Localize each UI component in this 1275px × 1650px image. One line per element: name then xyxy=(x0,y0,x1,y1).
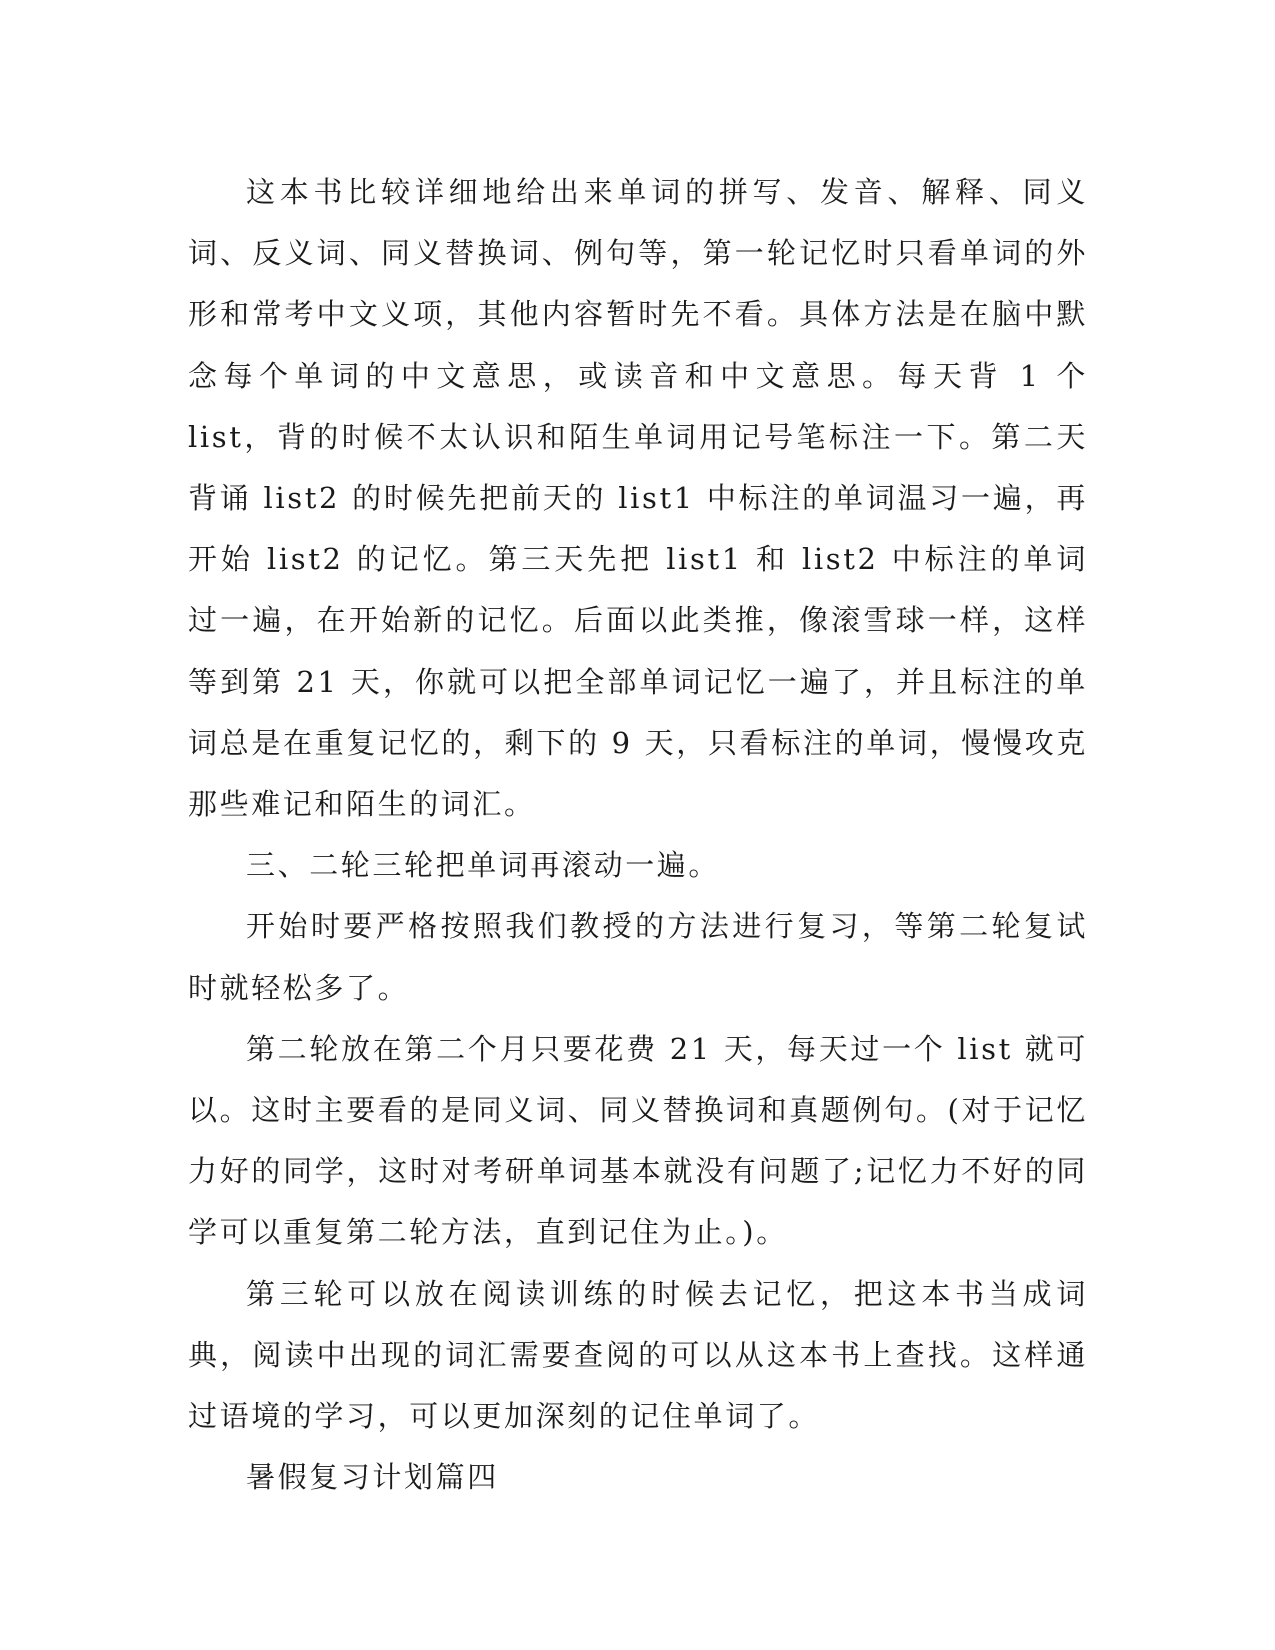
paragraph-second-round: 第二轮放在第二个月只要花费 21 天，每天过一个 list 就可以。这时主要看的是同义词、同义替换词和真题例句。(对于记忆力好的同学，这时对考研单词基本就没有问题了;记忆力不好的同学可以重复第二轮方法，直到记住为止。)。 xyxy=(188,1031,1088,1250)
paragraph-first-round-method: 这本书比较详细地给出来单词的拼写、发音、解释、同义词、反义词、同义替换词、例句等，第一轮记忆时只看单词的外形和常考中文义项，其他内容暂时先不看。具体方法是在脑中默念每个单词的中文意思，或读音和中文意思。每天背 1 个 list，背的时候不太认识和陌生单词用记号笔标注一下。第二天背诵 list2 的时候先把前天的 list1 中标注的单词温习一遍，再开始 list2 的记忆。第三天先把 list1 和 list2 中标注的单词过一遍，在开始新的记忆。后面以此类推，像滚雪球一样，这样等到第 21 天，你就可以把全部单词记忆一遍了，并且标注的单词总是在重复记忆的，剩下的 9 天，只看标注的单词，慢慢攻克那些难记和陌生的词汇。 xyxy=(188,175,1088,822)
section-title-plan-four: 暑假复习计划篇四 xyxy=(246,1460,499,1495)
section-heading-rounds: 三、二轮三轮把单词再滚动一遍。 xyxy=(246,848,721,883)
document-body xyxy=(188,162,1088,1508)
paragraph-third-round: 第三轮可以放在阅读训练的时候去记忆，把这本书当成词典，阅读中出现的词汇需要查阅的可以从这本书上查找。这样通过语境的学习，可以更加深刻的记住单词了。 xyxy=(188,1276,1088,1434)
paragraph-strict-method: 开始时要严格按照我们教授的方法进行复习，等第二轮复试时就轻松多了。 xyxy=(188,909,1088,1005)
